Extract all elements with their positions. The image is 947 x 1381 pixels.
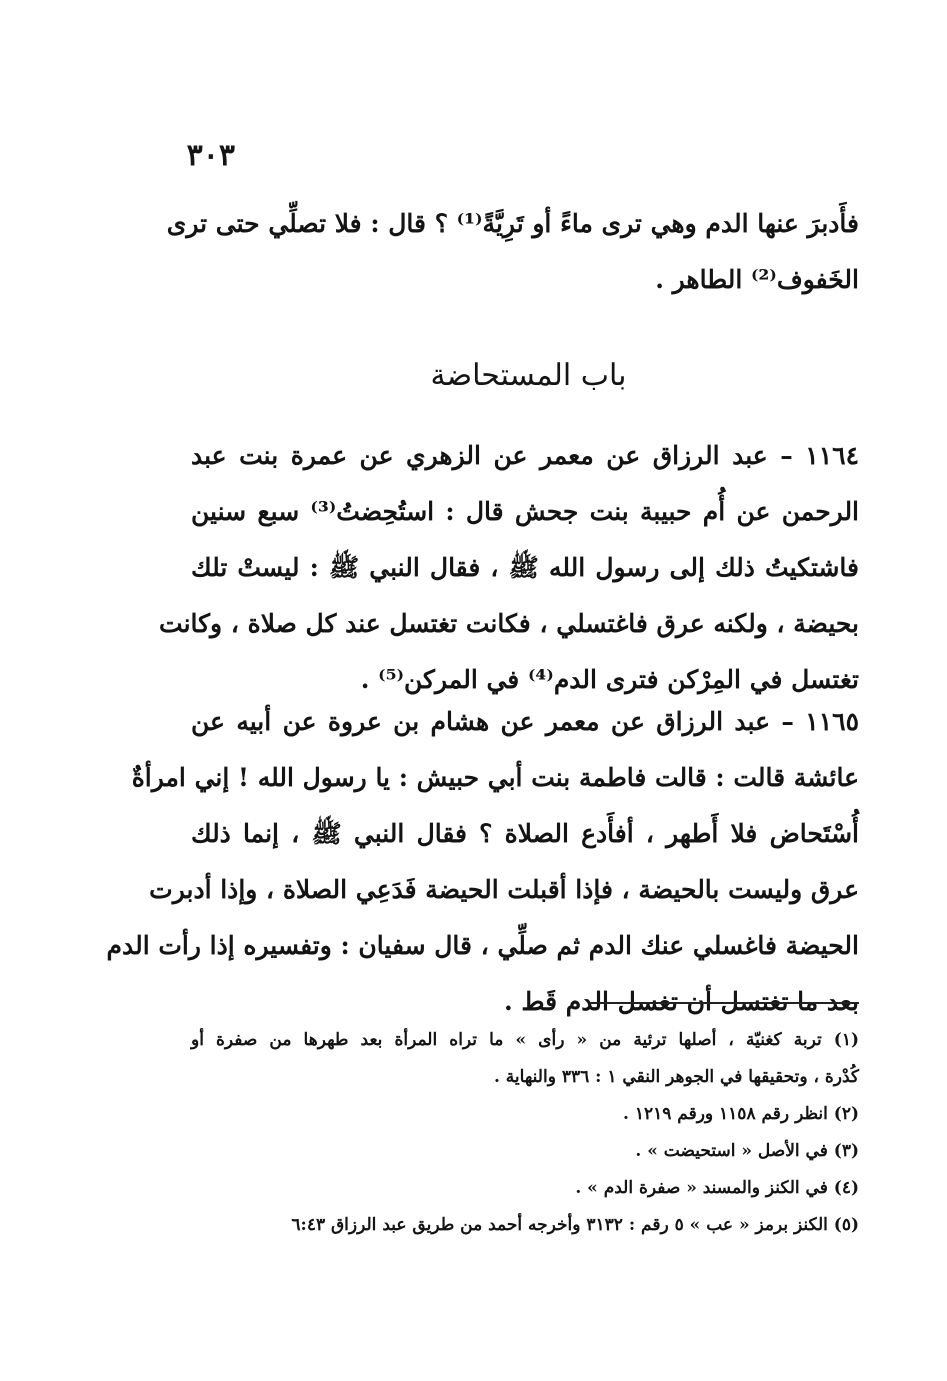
text-line: فاشتكيتُ ذلك إلى رسول الله ﷺ ، فقال النبي ﷺ : ليستْ تلك [191,553,859,582]
text-line: فأَدبرَ عنها الدم وهي ترى ماءً أو تَرِيَّةً⁽¹⁾ ؟ قال : فلا تصلِّي حتى ترى [166,209,859,238]
text-line: أُسْتَحاض فلا أَطهر ، أفأَدع الصلاة ؟ فقال النبي ﷺ ، إنما ذلك [191,819,859,848]
hadith-1165-paragraph [106,694,859,1030]
page-number: ٣٠٣ [186,138,235,173]
footnote-1-line-1: (١) تربة كغنيّة ، أصلها ترئية من « رأى » ما تراه المرأة بعد طهرها من صفرة أو [191,1030,859,1050]
text-line: ١١٦٥ – عبد الرزاق عن معمر عن هشام بن عروة عن أبيه عن [191,707,859,736]
footnote-divider [589,1002,859,1004]
footnote-3: (٣) في الأصل « استحيضت » . [635,1141,859,1161]
continued-paragraph [166,196,859,308]
text-line: الحيضة فاغسلي عنك الدم ثم صلِّي ، قال سفيان : وتفسيره إذا رأت الدم [106,931,859,960]
text-line: بعد ما تغتسل أن تغسل الدم قَط . [504,987,859,1016]
text-line: الرحمن عن أُم حبيبة بنت جحش قال : استُحِضتُ⁽³⁾ سبع سنين [191,497,860,526]
text-line: بحيضة ، ولكنه عرق فاغتسلي ، فكانت تغتسل عند كل صلاة ، وكانت [159,609,859,638]
text-line: عائشة قالت : قالت فاطمة بنت أبي حبيش : يا رسول الله ! إني امرأةٌ [131,763,859,792]
text-line: تغتسل في المِرْكن فترى الدم⁽⁴⁾ في المركن⁽⁵⁾ . [360,665,859,694]
text-line: ١١٦٤ – عبد الرزاق عن معمر عن الزهري عن عمرة بنت عبد [191,441,859,470]
text-line: عرق وليست بالحيضة ، فإذا أقبلت الحيضة فَدَعِي الصلاة ، وإذا أدبرت [149,875,859,904]
footnote-4: (٤) في الكنز والمسند « صفرة الدم » . [575,1178,859,1198]
footnote-5: (٥) الكنز برمز « عب » ٥ رقم : ٣١٣٢ وأخرجه أحمد من طريق عبد الرزاق ٦:٤٣ [291,1215,859,1235]
footnotes [191,1022,859,1244]
hadith-1164-paragraph [159,428,860,708]
section-heading: باب المستحاضة [430,358,627,393]
text-line: الخَفوف⁽²⁾ الطاهر . [655,265,859,294]
footnote-1-line-2: كُدْرة ، وتحقيقها في الجوهر النقي ١ : ٣٣٦ والنهاية . [493,1067,859,1087]
footnote-2: (٢) انظر رقم ١١٥٨ ورقم ١٢١٩ . [622,1104,859,1124]
